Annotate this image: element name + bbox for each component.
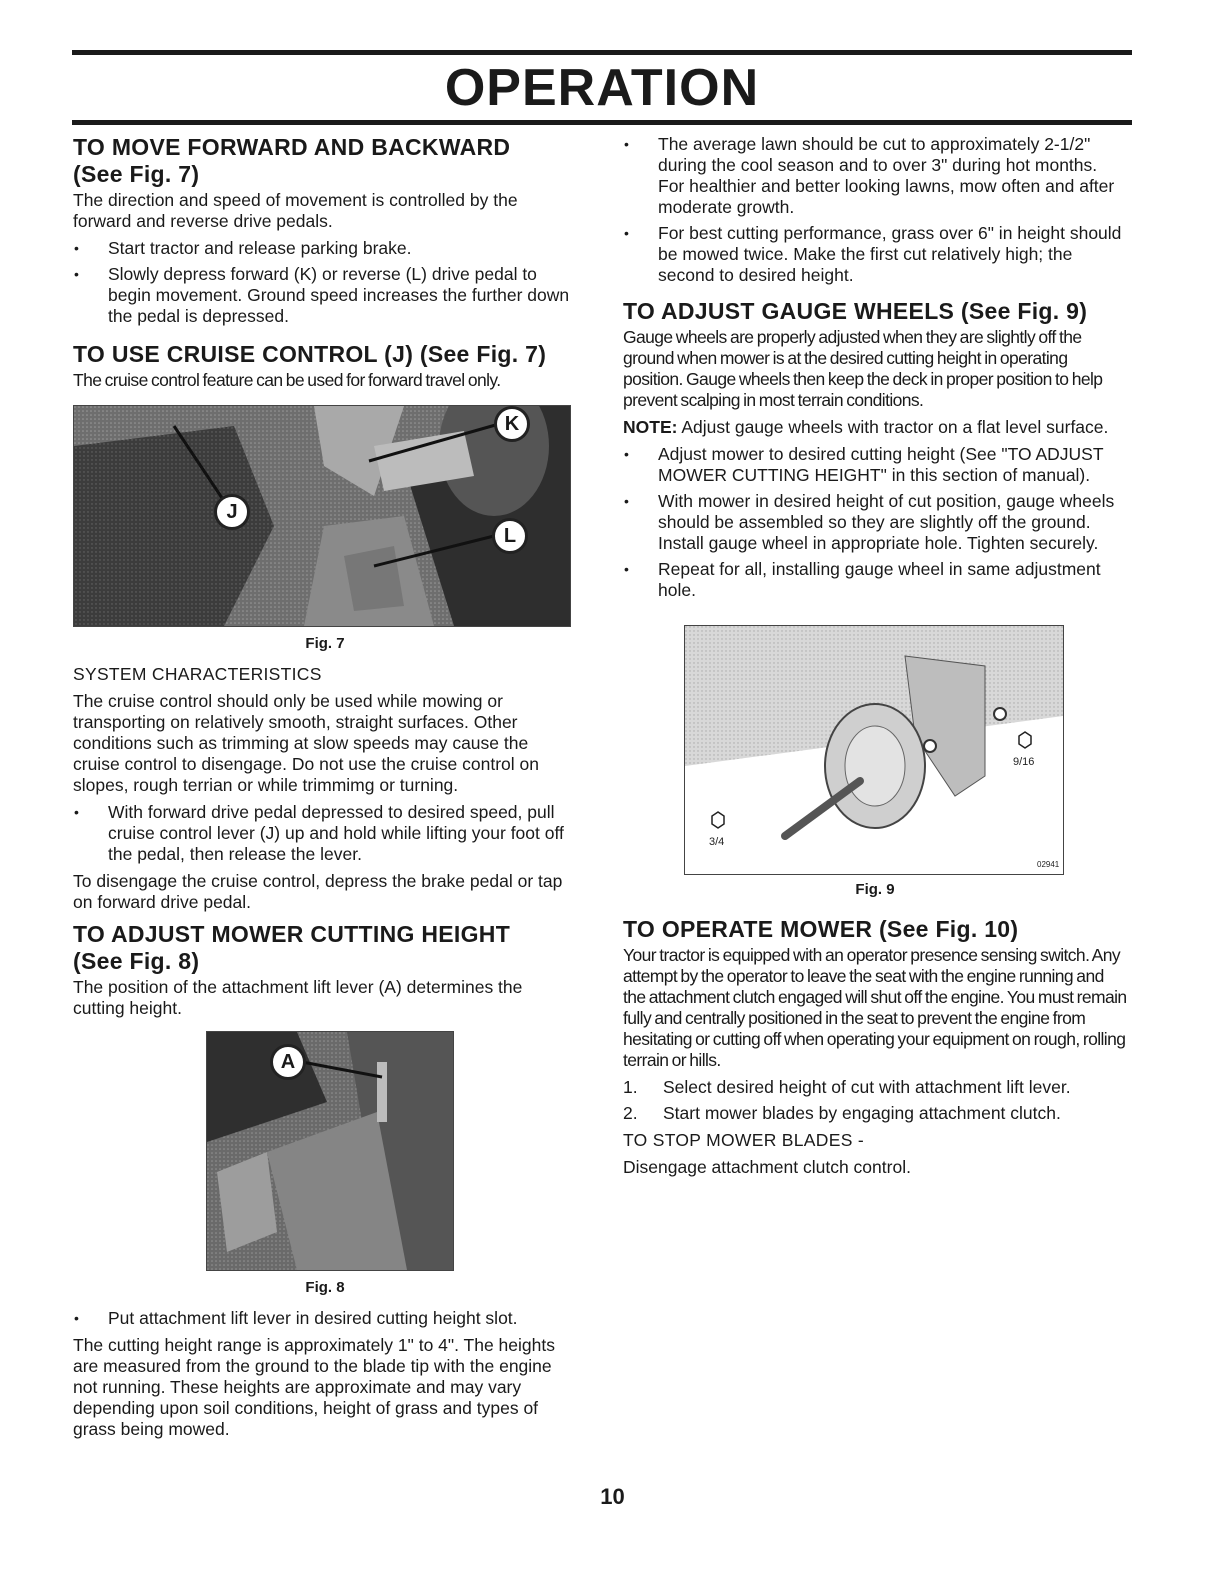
disengage-text: To disengage the cruise control, depress the brake pedal or tap on forward drive pedal. (73, 871, 563, 912)
list-item: 1. Select desired height of cut with attachment lift lever. (623, 1077, 1071, 1097)
page-number: 10 (600, 1484, 625, 1509)
figure-code: 02941 (1037, 860, 1060, 869)
move-heading-sub: (See Fig. 7) (73, 161, 200, 187)
move-bullets (73, 238, 577, 327)
fig8-illustration (207, 1032, 453, 1270)
list-item: • Slowly depress forward (K) or reverse (L) drive pedal to begin movement. Ground speed increases the further down the pedal is depressed. (74, 264, 570, 326)
operate-heading: TO OPERATE MOWER (See Fig. 10) (623, 916, 1019, 942)
page-title: OPERATION (444, 59, 760, 117)
callout-k: K (494, 406, 530, 442)
move-heading (73, 134, 577, 188)
gauge-note (623, 417, 1127, 438)
gauge-intro: Gauge wheels are properly adjusted when they are slightly off the ground when mower is at the desired cutting height in operating position. Gauge wheels then keep the deck in proper position to help prevent scalping in most terrain conditions. (623, 327, 1103, 410)
figure-7 (73, 405, 571, 627)
list-item: • Repeat for all, installing gauge wheel in same adjustment hole. (624, 559, 1101, 600)
fig7-illustration (74, 406, 570, 626)
height-heading-sub: (See Fig. 8) (73, 948, 200, 974)
gauge-bullets (623, 444, 1127, 601)
list-item: • With mower in desired height of cut position, gauge wheels should be assembled so they are slightly off the ground. Install gauge wheel in appropriate hole. Tighten securely. (624, 491, 1115, 553)
callout-a: A (270, 1044, 306, 1080)
stop-heading: TO STOP MOWER BLADES - (623, 1130, 864, 1150)
callout-j: J (214, 494, 250, 530)
fig7-caption: Fig. 7 (305, 635, 345, 652)
list-item: • For best cutting performance, grass over 6" in height should be mowed twice. Make the first cut relatively high; the second to desired height. (624, 223, 1122, 285)
move-heading-main: TO MOVE FORWARD AND BACKWARD (73, 134, 511, 160)
height-bullets (73, 1308, 577, 1329)
stop-text: Disengage attachment clutch control. (623, 1157, 911, 1177)
figure-9 (684, 625, 1064, 875)
title-rule (72, 120, 1132, 125)
right-column (623, 134, 1127, 1184)
size-label-3-4: 3/4 (709, 836, 725, 848)
callout-l: L (492, 518, 528, 554)
cruise-heading: TO USE CRUISE CONTROL (J) (See Fig. 7) (73, 341, 547, 367)
note-label: NOTE: (623, 417, 678, 437)
gauge-heading: TO ADJUST GAUGE WHEELS (See Fig. 9) (623, 298, 1088, 324)
height-heading-main: TO ADJUST MOWER CUTTING HEIGHT (73, 921, 511, 947)
system-text: The cruise control should only be used while mowing or transporting on relatively smooth, straight surfaces. Other conditions such as trimming at slow speeds may cause the cruise control to disengage. Do not use the cruise control on slopes, rough terrian or while trimmimg or turning. (73, 691, 539, 795)
fig9-illustration (685, 626, 1063, 874)
height-range: The cutting height range is approximately 1" to 4". The heights are measured from the ground to the blade tip with the engine not running. These heights are approximate and may vary depending upon soil conditions, height of grass and types of grass being mowed. (73, 1335, 555, 1439)
list-item: • The average lawn should be cut to approximately 2-1/2" during the cool season and to over 3" during hot months. For healthier and better looking lawns, mow often and after moderate growth. (624, 134, 1115, 217)
fig8-caption: Fig. 8 (305, 1279, 345, 1296)
height-intro: The position of the attachment lift lever (A) determines the cutting height. (73, 977, 523, 1018)
operate-intro: Your tractor is equipped with an operator presence sensing switch. Any attempt by the operator to leave the seat with the engine running and the attachment clutch engaged will shut off the engine. You must remain fully and centrally positioned in the seat to prevent the engine from hesitating or cutting off when operating your equipment on rough, rolling terrain or hills. (623, 945, 1127, 1070)
cruise-bullets (73, 802, 577, 865)
height-heading (73, 921, 577, 975)
note-text: Adjust gauge wheels with tractor on a flat level surface. (677, 417, 1109, 437)
figure-8 (206, 1031, 454, 1271)
lawn-bullets (623, 134, 1127, 286)
top-rule (72, 50, 1132, 55)
fig9-caption: Fig. 9 (855, 881, 895, 898)
left-column (73, 134, 577, 1446)
system-heading: SYSTEM CHARACTERISTICS (73, 664, 322, 684)
list-item: • Start tractor and release parking brake. (74, 238, 412, 258)
list-item: 2. Start mower blades by engaging attachment clutch. (623, 1103, 1061, 1123)
cruise-intro: The cruise control feature can be used for forward travel only. (73, 370, 501, 390)
operate-steps (623, 1077, 1127, 1124)
move-intro: The direction and speed of movement is controlled by the forward and reverse drive pedals. (73, 190, 518, 231)
list-item: • With forward drive pedal depressed to desired speed, pull cruise control lever (J) up and hold while lifting your foot off the pedal, then release the lever. (74, 802, 564, 864)
list-item: • Put attachment lift lever in desired cutting height slot. (74, 1308, 518, 1328)
list-item: • Adjust mower to desired cutting height (See "TO ADJUST MOWER CUTTING HEIGHT" in this section of manual). (624, 444, 1104, 485)
size-label-9-16: 9/16 (1013, 756, 1035, 768)
